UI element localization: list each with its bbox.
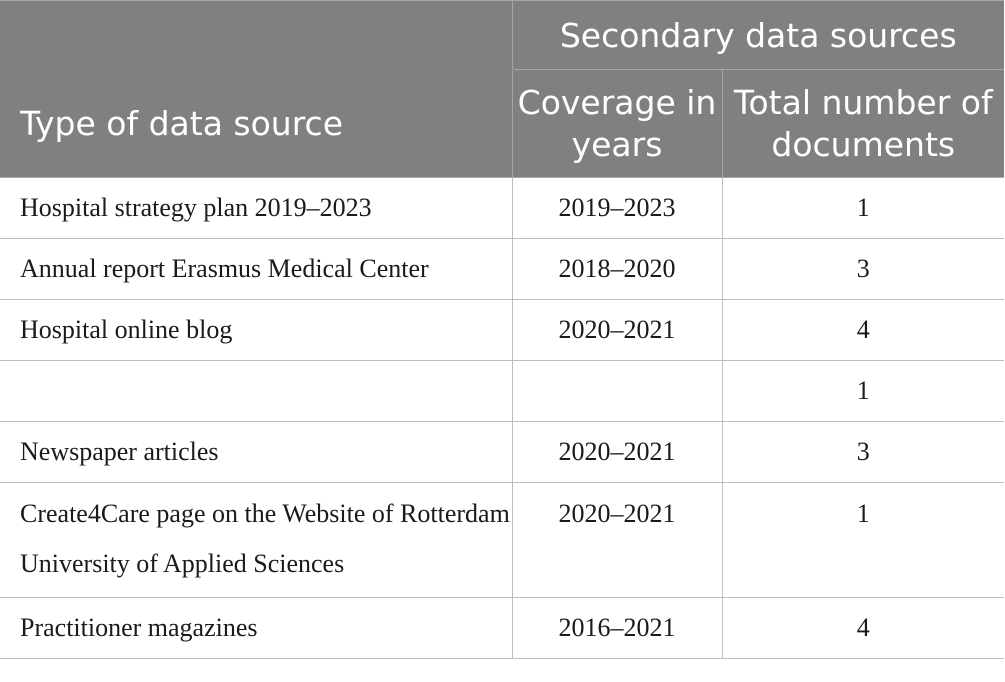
cell-coverage: 2018–2020	[512, 239, 722, 300]
table-row	[0, 239, 1004, 300]
cell-type: Newspaper articles	[0, 422, 512, 483]
cell-type: Create4Care page on the Website of Rotterdam University of Applied Sciences	[0, 483, 512, 598]
column-header-total: Total number of documents	[722, 70, 1004, 178]
cell-total: 1	[722, 361, 1004, 422]
table-row	[0, 300, 1004, 361]
header-column-row	[0, 70, 1004, 178]
cell-coverage	[512, 361, 722, 422]
cell-type	[0, 361, 512, 422]
cell-coverage: 2019–2023	[512, 178, 722, 239]
column-header-type: Type of data source	[0, 70, 512, 178]
table-row	[0, 178, 1004, 239]
cell-total: 4	[722, 300, 1004, 361]
cell-coverage: 2020–2021	[512, 422, 722, 483]
table-row	[0, 422, 1004, 483]
cell-coverage: 2016–2021	[512, 598, 722, 659]
table-row	[0, 483, 1004, 598]
cell-coverage: 2020–2021	[512, 300, 722, 361]
table-row	[0, 361, 1004, 422]
cell-total: 3	[722, 239, 1004, 300]
cell-type: Annual report Erasmus Medical Center	[0, 239, 512, 300]
cell-type: Practitioner magazines	[0, 598, 512, 659]
table-row	[0, 598, 1004, 659]
cell-type: Hospital strategy plan 2019–2023	[0, 178, 512, 239]
cell-type: Hospital online blog	[0, 300, 512, 361]
header-group-row	[0, 1, 1004, 70]
column-header-coverage: Coverage in years	[512, 70, 722, 178]
cell-total: 3	[722, 422, 1004, 483]
cell-coverage: 2020–2021	[512, 483, 722, 598]
header-empty-cell	[0, 1, 512, 70]
cell-total: 1	[722, 483, 1004, 598]
header-group-label: Secondary data sources	[512, 1, 1004, 70]
cell-total: 1	[722, 178, 1004, 239]
cell-total: 4	[722, 598, 1004, 659]
